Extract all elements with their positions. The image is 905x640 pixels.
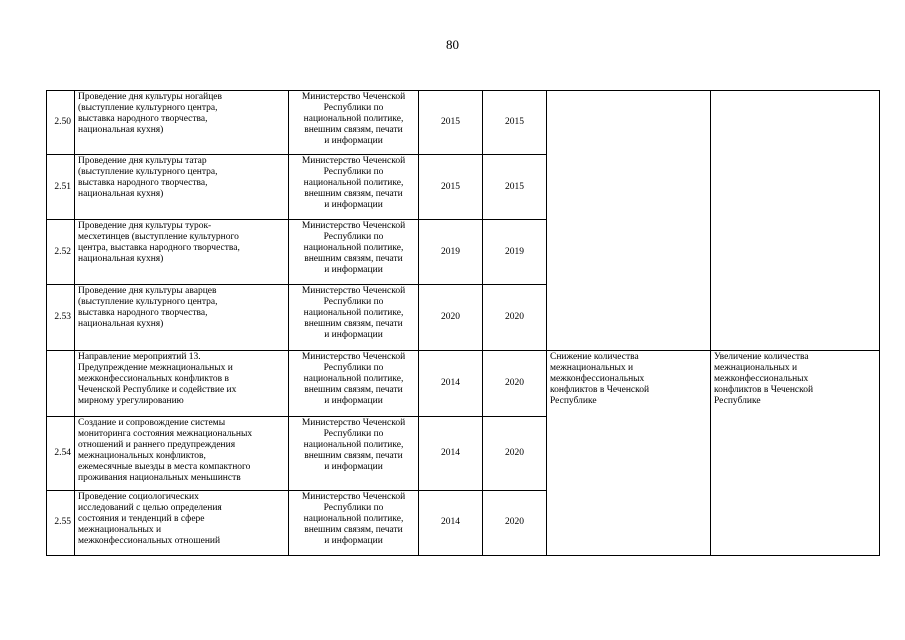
- executor: Министерство Чеченской Республики по национальной политике, внешним связям, печати и информации: [289, 91, 419, 155]
- activities-table: [46, 90, 880, 556]
- end-year: 2020: [483, 350, 547, 416]
- expected-result: Снижение количества межнациональных и межконфессиональных конфликтов в Чеченской Республике: [547, 350, 711, 556]
- table-row: [47, 91, 880, 155]
- table-row: [47, 350, 880, 416]
- result-cell-empty: [547, 91, 711, 351]
- end-year: 2019: [483, 220, 547, 285]
- result-cell-empty: [711, 91, 880, 351]
- start-year: 2014: [419, 350, 483, 416]
- activity-name: Направление мероприятий 13. Предупреждение межнациональных и межконфессиональных конфликтов в Чеченской Республике и содействие их мирному урегулированию: [75, 350, 289, 416]
- activity-name: Проведение дня культуры аварцев (выступление культурного центра, выставка народного творчества, национальная кухня): [75, 285, 289, 350]
- start-year: 2019: [419, 220, 483, 285]
- start-year: 2015: [419, 155, 483, 220]
- end-year: 2015: [483, 155, 547, 220]
- row-number: 2.55: [47, 490, 75, 555]
- activity-name: Проведение дня культуры турок- месхетинцев (выступление культурного центра, выставка народного творчества, национальная кухня): [75, 220, 289, 285]
- row-number: 2.52: [47, 220, 75, 285]
- executor: Министерство Чеченской Республики по национальной политике, внешним связям, печати и информации: [289, 285, 419, 350]
- executor: Министерство Чеченской Республики по национальной политике, внешним связям, печати и информации: [289, 155, 419, 220]
- executor: Министерство Чеченской Республики по национальной политике, внешним связям, печати и информации: [289, 490, 419, 555]
- row-number: 2.50: [47, 91, 75, 155]
- executor: Министерство Чеченской Республики по национальной политике, внешним связям, печати и информации: [289, 350, 419, 416]
- activity-name: Проведение социологических исследований с целью определения состояния и тенденций в сфере межнациональных и межконфессиональных отношений: [75, 490, 289, 555]
- executor: Министерство Чеченской Республики по национальной политике, внешним связям, печати и информации: [289, 220, 419, 285]
- end-year: 2020: [483, 285, 547, 350]
- activity-name: Проведение дня культуры ногайцев (выступление культурного центра, выставка народного творчества, национальная кухня): [75, 91, 289, 155]
- row-number: 2.54: [47, 416, 75, 490]
- end-year: 2015: [483, 91, 547, 155]
- end-year: 2020: [483, 490, 547, 555]
- start-year: 2014: [419, 490, 483, 555]
- row-number: [47, 350, 75, 416]
- start-year: 2020: [419, 285, 483, 350]
- activity-name: Проведение дня культуры татар (выступление культурного центра, выставка народного творчества, национальная кухня): [75, 155, 289, 220]
- page-number: 80: [446, 37, 459, 52]
- start-year: 2014: [419, 416, 483, 490]
- end-year: 2020: [483, 416, 547, 490]
- indicator-result: Увеличение количества межнациональных и межконфессиональных конфликтов в Чеченской Республике: [711, 350, 880, 556]
- row-number: 2.51: [47, 155, 75, 220]
- activity-name: Создание и сопровождение системы мониторинга состояния межнациональных отношений и раннего предупреждения межнациональных конфликтов, ежемесячные выезды в места компактного проживания национальных меньшинств: [75, 416, 289, 490]
- executor: Министерство Чеченской Республики по национальной политике, внешним связям, печати и информации: [289, 416, 419, 490]
- row-number: 2.53: [47, 285, 75, 350]
- start-year: 2015: [419, 91, 483, 155]
